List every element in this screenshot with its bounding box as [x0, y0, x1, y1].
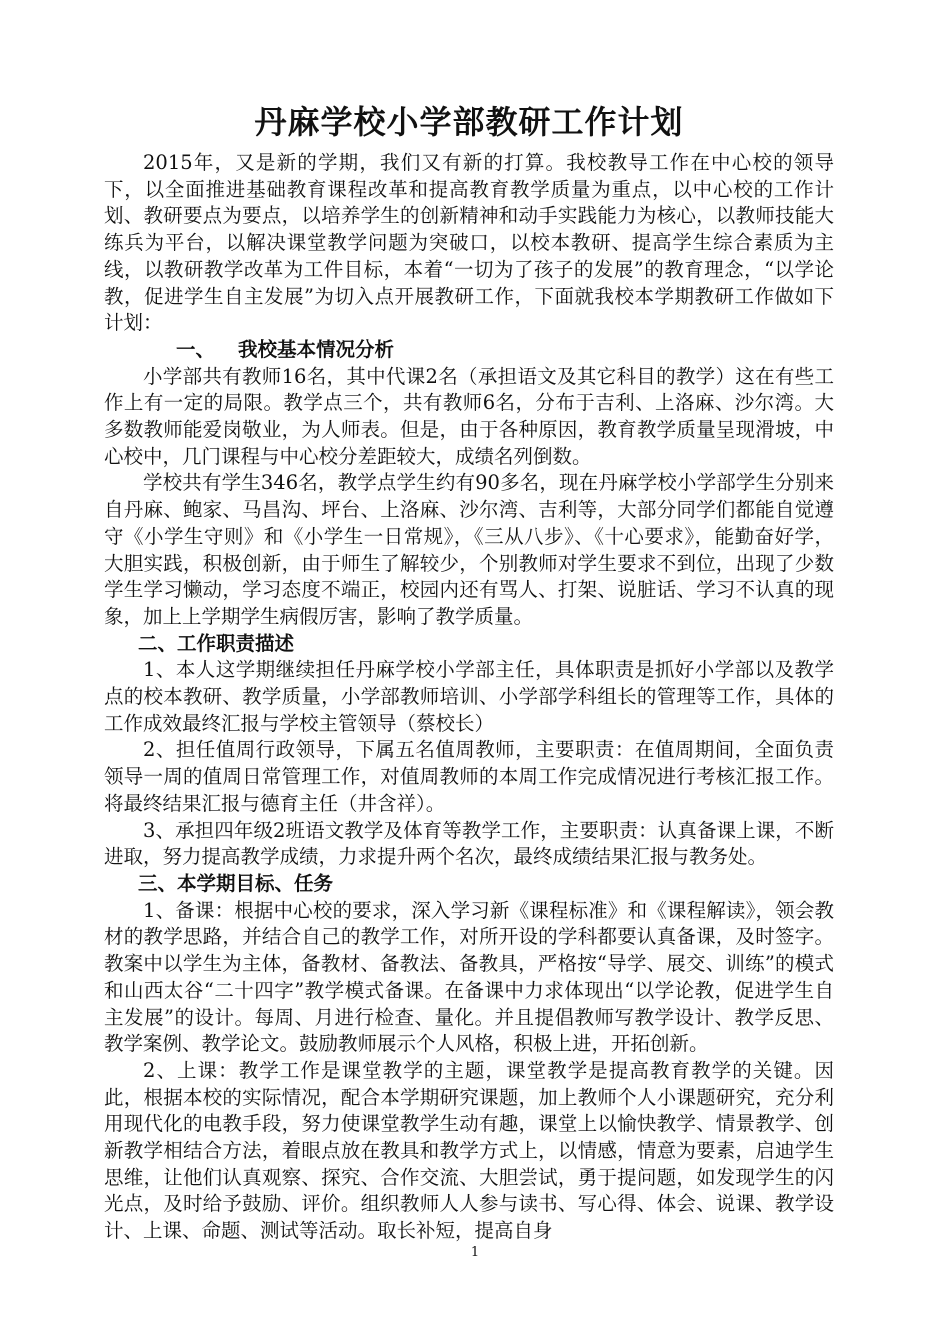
paragraph: 1、本人这学期继续担任丹麻学校小学部主任，具体职责是抓好小学部以及教学点的校本教研、教学质量，小学部教师培训、小学部学科组长的管理等工作，具体的工作成效最终汇报与学校主管领导（蔡校长）: [104, 658, 834, 735]
paragraph: 小学部共有教师16名，其中代课2名（承担语文及其它科目的教学）这在有些工作上有一定的局限。教学点三个，共有教师6名，分布于吉利、上洛麻、沙尔湾。大多数教师能爱岗敬业，为人师表。但是，由于各种原因，教育教学质量呈现滑坡，中心校中，几门课程与中心校分差距较大，成绩名列倒数。: [104, 364, 834, 468]
section-heading-3: 三、本学期目标、任务: [138, 871, 334, 895]
page-number: 1: [470, 1245, 480, 1260]
document-page: [104, 100, 834, 1245]
section-title: 我校基本情况分析: [238, 337, 395, 361]
section-heading-1: [104, 337, 834, 364]
paragraph: 学校共有学生346名，教学点学生约有90多名，现在丹麻学校小学部学生分别来自丹麻、鲍家、马昌沟、坪台、上洛麻、沙尔湾、吉利等，大部分同学们都能自觉遵守《小学生守则》和《小学生一日常规》，《三从八步》、《十心要求》，能勤奋好学，大胆实践，积极创新，由于师生了解较少，个别教师对学生要求不到位，出现了少数学生学习懒动，学习态度不端正，校园内还有骂人、打架、说脏话、学习不认真的现象，加上上学期学生病假厉害，影响了教学质量。: [104, 471, 834, 628]
paragraph: 2、上课：教学工作是课堂教学的主题，课堂教学是提高教育教学的关键。因此，根据本校的实际情况，配合本学期研究课题，加上教师个人小课题研究，充分利用现代化的电教手段，努力使课堂教学生动有趣，课堂上以愉快教学、情景教学、创新教学相结合方法，着眼点放在教具和教学方式上，以情感，情意为要素，启迪学生思维，让他们认真观察、探究、合作交流、大胆尝试，勇于提问题，如发现学生的闪光点，及时给予鼓励、评价。组织教师人人参与读书、写心得、体会、说课、教学设计、上课、命题、测试等活动。取长补短，提高自身: [104, 1058, 834, 1243]
section-heading-2: 二、工作职责描述: [138, 631, 295, 655]
section-number: 一、: [176, 337, 216, 361]
paragraph: 2、担任值周行政领导，下属五名值周教师，主要职责：在值周期间，全面负责领导一周的值周日常管理工作，对值周教师的本周工作完成情况进行考核汇报工作。将最终结果汇报与德育主任（井含祥）。: [104, 738, 834, 815]
paragraph: 3、承担四年级2班语文教学及体育等教学工作，主要职责：认真备课上课，不断进取，努力提高教学成绩，力求提升两个名次，最终成绩结果汇报与教务处。: [104, 818, 834, 869]
paragraph: 1、备课：根据中心校的要求，深入学习新《课程标准》和《课程解读》，领会教材的教学思路，并结合自己的教学工作，对所开设的学科都要认真备课，及时签字。教案中以学生为主体，备教材、备教法、备教具，严格按“导学、展交、训练”的模式和山西太谷“二十四字”教学模式备课。在备课中力求体现出“以学论教，促进学生自主发展”的设计。每周、月进行检查、量化。并且提倡教师写教学设计、教学反思、教学案例、教学论文。鼓励教师展示个人风格，积极上进，开拓创新。: [104, 898, 834, 1056]
document-title: 丹麻学校小学部教研工作计划: [254, 103, 684, 141]
intro-paragraph: 2015年，又是新的学期，我们又有新的打算。我校教导工作在中心校的领导下，以全面推进基础教育课程改革和提高教育教学质量为重点，以中心校的工作计划、教研要点为要点，以培养学生的创新精神和动手实践能力为核心，以教师技能大练兵为平台，以解决课堂教学问题为突破口，以校本教研、提高学生综合素质为主线，以教研教学改革为工件目标，本着“一切为了孩子的发展”的教育理念，“以学论教，促进学生自主发展”为切入点开展教研工作，下面就我校本学期教研工作做如下计划：: [104, 151, 834, 335]
